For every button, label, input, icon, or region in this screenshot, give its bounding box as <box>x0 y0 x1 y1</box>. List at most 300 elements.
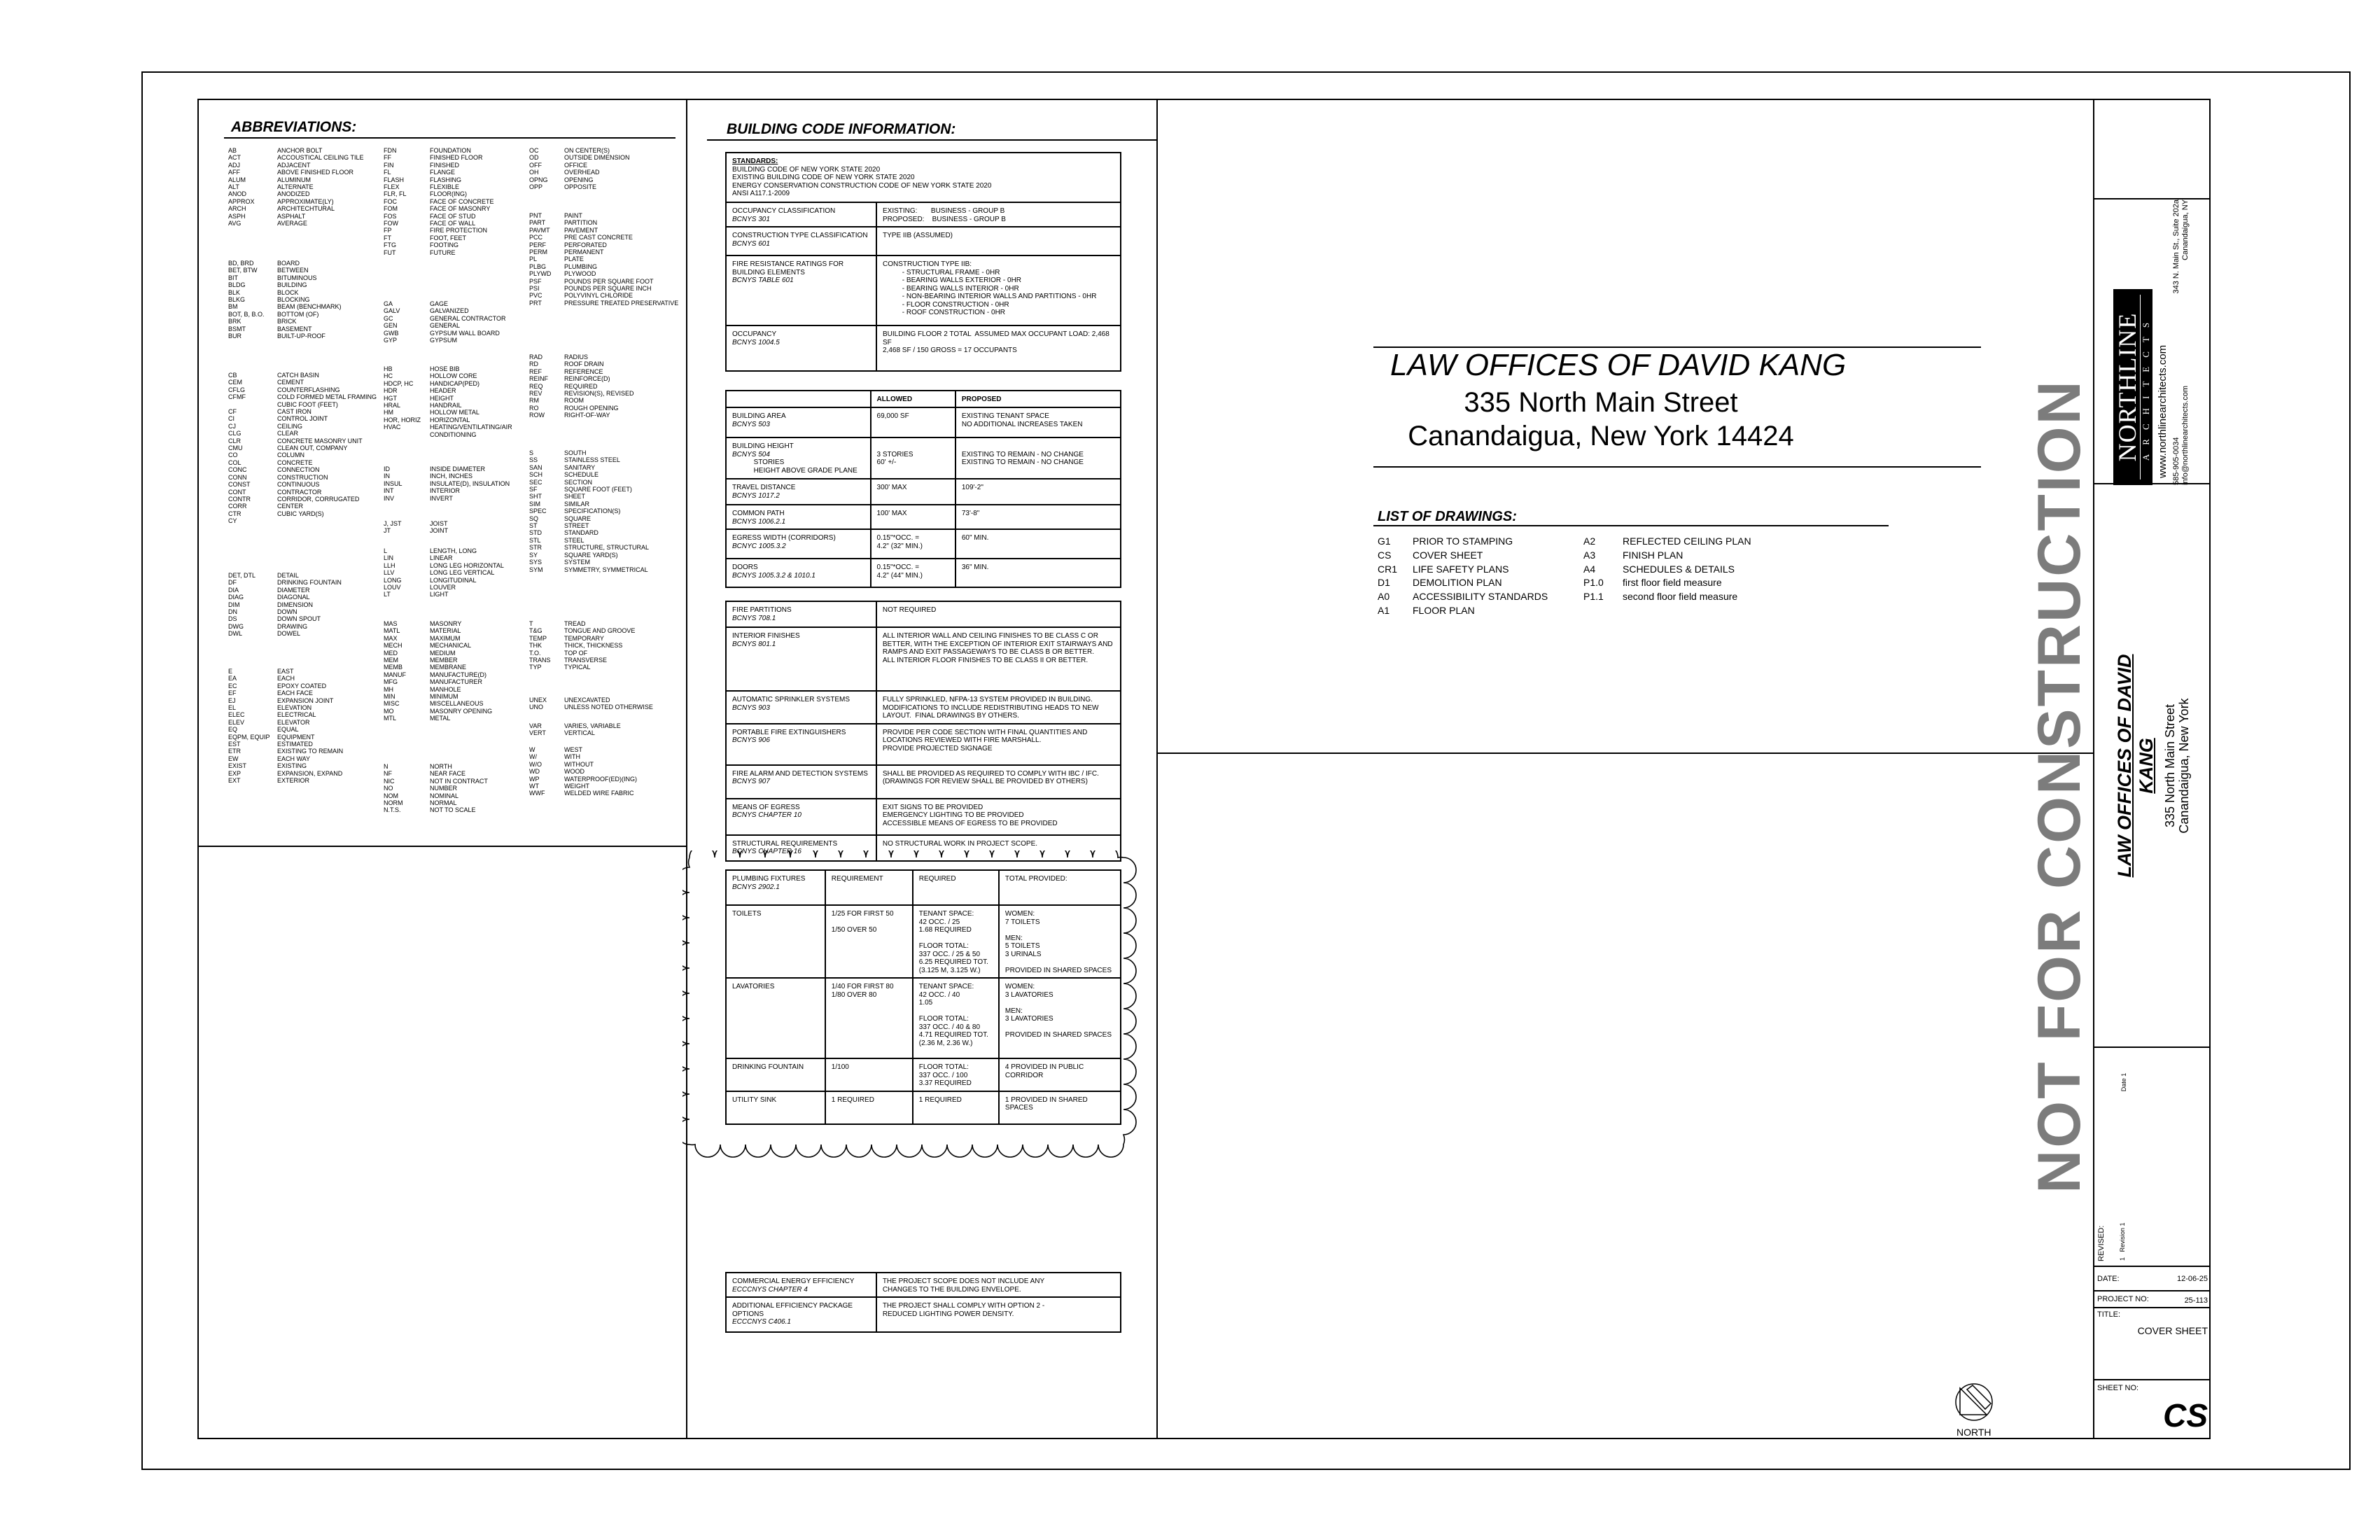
abbreviation-row <box>384 806 488 813</box>
abbreviation-definition: GALVANIZED <box>430 307 469 315</box>
code-table-cell <box>871 505 955 529</box>
cell-text: WOMEN: 7 TOILETS MEN: 5 TOILETS 3 URINALS PROVIDED IN SHARED SPACES <box>1004 910 1112 974</box>
abbreviation-definition: RIGHT-OF-WAY <box>564 412 610 419</box>
abbreviation-row <box>384 227 494 234</box>
abbreviations-heading: ABBREVIATIONS: <box>231 119 357 135</box>
abbreviation-row <box>384 162 494 169</box>
abbreviation: CORR <box>228 503 247 510</box>
abbreviation: CTR <box>228 510 241 517</box>
firm-website[interactable]: www.northlinearchitects.com <box>2157 344 2169 478</box>
abbreviation-row <box>529 368 634 375</box>
abbreviation-definition: RADIUS <box>564 354 589 360</box>
abbreviation-definition: MANUFACTURER <box>430 678 483 686</box>
cell-text: 3 STORIES 60' +/- <box>876 450 913 466</box>
abbreviation-row <box>384 577 504 584</box>
abbreviation: AFF <box>228 169 240 176</box>
abbreviation-definition: EPOXY COATED <box>277 682 327 690</box>
abbreviation-definition: SQUARE <box>564 514 592 522</box>
abbreviation-row <box>529 783 637 790</box>
abbreviation-definition: NOT IN CONTRACT <box>430 777 488 785</box>
abbreviation: OD <box>529 154 539 162</box>
abbreviation-row <box>384 763 488 770</box>
abbreviation: FOC <box>384 197 397 205</box>
abbreviation: RO <box>529 404 539 412</box>
abbreviation-row <box>384 657 492 664</box>
abbreviation: DIA <box>228 586 239 594</box>
code-table <box>725 1272 1121 1333</box>
code-reference: BCNYS CHAPTER 10 <box>732 811 802 819</box>
abbreviation-definition: ANCHOR BOLT <box>277 147 323 154</box>
date1-label: Date 1 <box>2120 1072 2127 1092</box>
abbreviation: PSF <box>529 277 542 285</box>
abbreviation: FTG <box>384 241 396 249</box>
abbreviation-definition: CUBIC YARD(S) <box>277 510 324 517</box>
abbreviation: FIN <box>384 161 394 169</box>
abbreviation-row <box>228 296 342 303</box>
abbreviation-definition: DOWEL <box>277 630 301 638</box>
abbreviation-group <box>384 147 494 256</box>
abbreviation: BM <box>228 303 238 311</box>
abbreviation-definition: CENTER <box>277 503 304 510</box>
north-label: NORTH <box>1956 1427 1991 1438</box>
abbreviation: PLYWD <box>529 270 552 278</box>
abbreviation: MAS <box>384 620 398 627</box>
abbreviation-row <box>228 675 343 682</box>
abbreviation: PAVMT <box>529 226 550 234</box>
cell-text: BUILDING AREA <box>732 412 786 420</box>
abbreviation-row <box>529 241 678 248</box>
abbreviation-row <box>529 354 634 360</box>
abbreviation: CONN <box>228 473 247 481</box>
code-table-cell <box>876 255 1121 326</box>
abbreviation: ADJ <box>228 161 241 169</box>
abbreviation-definition: CAST IRON <box>277 408 312 416</box>
abbreviation: DET, DTL <box>228 572 256 579</box>
abbreviation-group <box>384 465 510 502</box>
abbreviation-definition: FUTURE <box>430 248 456 256</box>
cell-text: 1/25 FOR FIRST 50 1/50 OVER 50 <box>831 910 894 934</box>
abbreviation-row <box>228 190 364 197</box>
code-table-row <box>726 1273 1121 1297</box>
code-table-row <box>726 407 1121 438</box>
abbreviation: GA <box>384 300 393 307</box>
code-reference: BCNYS TABLE 601 <box>732 276 794 284</box>
abbreviation-definition: HEATING/VENTILATING/AIR <box>430 424 512 431</box>
abbreviation-row <box>228 213 364 220</box>
cell-text: FIRE PARTITIONS <box>732 606 792 614</box>
abbreviation-definition: MISCELLANEOUS <box>430 700 484 708</box>
abbreviation-definition: FINISHED FLOOR <box>430 154 483 162</box>
abbreviation-definition: GAGE <box>430 300 449 307</box>
abbreviation-row <box>228 690 343 696</box>
code-reference: BCNYS 301 <box>732 215 770 223</box>
abbreviation: SY <box>529 551 538 559</box>
abbreviation-definition: CEILING <box>277 422 303 430</box>
abbreviation-row <box>384 708 492 715</box>
abbreviation-row <box>228 668 343 675</box>
code-table-cell <box>876 1297 1121 1332</box>
abbreviation-row <box>228 741 343 748</box>
cell-text: TRAVEL DISTANCE <box>732 484 796 491</box>
code-table-cell <box>726 227 876 255</box>
title-block-rule <box>2093 1266 2211 1267</box>
abbreviation: REF <box>529 368 542 375</box>
abbreviation: T.O. <box>529 649 541 657</box>
abbreviation-definition: EAST <box>277 668 294 675</box>
abbreviation-row <box>384 409 512 416</box>
abbreviation-definition: LENGTH, LONG <box>430 547 477 554</box>
abbreviation-definition: COLD FORMED METAL FRAMING <box>277 393 377 401</box>
code-table-row <box>726 765 1121 799</box>
abbreviation-row <box>228 415 377 422</box>
sheet-title: COVER SHEET <box>2137 1325 2208 1336</box>
abbreviation-definition: FACE OF WALL <box>430 220 476 227</box>
code-table-row <box>726 559 1121 587</box>
drawing-code: P1.0 <box>1583 577 1604 589</box>
abbreviation: EC <box>228 682 237 690</box>
abbreviation-definition: OVERHEAD <box>564 169 600 176</box>
abbreviation: PL <box>529 255 538 263</box>
abbreviation-row <box>529 696 653 704</box>
code-table-cell <box>871 559 955 587</box>
logo-sub: ARCHITECTS <box>2141 313 2151 461</box>
abbreviation: THK <box>529 642 542 650</box>
cell-text: INTERIOR FINISHES <box>732 632 800 640</box>
abbreviation-definition: PRESSURE TREATED PRESERVATIVE <box>564 299 679 307</box>
cell-text: LAVATORIES <box>732 983 775 990</box>
abbreviation: SPEC <box>529 507 547 515</box>
abbreviation-group <box>384 520 448 535</box>
abbreviation: BOT, B, B.O. <box>228 310 265 318</box>
abbreviation-definition: WOOD <box>564 768 584 776</box>
code-table-row <box>726 326 1121 371</box>
abbreviation-definition: TRANSVERSE <box>564 657 608 664</box>
code-table-cell <box>871 391 955 407</box>
abbreviation: MAX <box>384 634 398 642</box>
abbreviation-row <box>384 307 506 314</box>
abbreviation: BLDG <box>228 281 246 289</box>
abbreviation-definition: CONTRACTOR <box>277 488 322 496</box>
abbreviation-row <box>529 285 678 292</box>
tb-project-addr2: Canandaigua, New York <box>2177 698 2191 834</box>
abbreviation-definition: ROUGH OPENING <box>564 404 619 412</box>
abbreviation-definition: ROOF DRAIN <box>564 360 604 368</box>
abbreviation-row <box>384 234 494 241</box>
drawing-code: P1.1 <box>1583 591 1604 603</box>
cell-text: TENANT SPACE: 42 OCC. / 25 1.68 REQUIRED FLOOR TOTAL: 337 OCC. / 25 & 50 6.25 REQUIRED TOT. (3.125 M, 3.125 W.) <box>918 910 988 974</box>
code-reference: BCNYS 906 <box>732 736 770 744</box>
code-table-cell <box>726 505 871 529</box>
abbreviation-definition: BOARD <box>277 260 300 267</box>
code-table-cell <box>726 153 1121 202</box>
abbreviation-definition: LONGITUDINAL <box>430 576 477 584</box>
abbreviation-definition: POLYVINYL CHLORIDE <box>564 292 634 300</box>
abbreviation: CONTR <box>228 495 251 503</box>
abbreviation-definition: ALUMINUM <box>277 176 312 183</box>
abbreviation: BUR <box>228 332 242 340</box>
abbreviation: BIT <box>228 274 239 281</box>
code-table-cell <box>876 202 1121 227</box>
abbreviation-definition: CORRIDOR, CORRUGATED <box>277 495 360 503</box>
abbreviation-definition: CONNECTION <box>277 466 320 474</box>
abbreviation-row <box>384 799 488 806</box>
abbreviation-row <box>384 785 488 792</box>
abbreviation-group <box>228 372 377 525</box>
abbreviation: FL <box>384 169 391 176</box>
abbreviation: HRAL <box>384 402 401 410</box>
abbreviation-definition: FLANGE <box>430 169 456 176</box>
code-table-cell <box>726 438 871 479</box>
abbreviation-row <box>228 183 364 190</box>
abbreviation-row <box>529 657 635 664</box>
abbreviation-row <box>228 594 342 601</box>
title-block-rule <box>2093 1290 2211 1292</box>
abbreviation-row <box>228 755 343 762</box>
code-table-cell <box>955 438 1121 479</box>
abbreviation-definition: LONG LEG VERTICAL <box>430 569 495 577</box>
abbreviation-definition: GENERAL <box>430 322 461 330</box>
abbreviation-definition: PLUMBING <box>564 262 598 270</box>
abbreviation-row <box>384 620 492 627</box>
cell-text: ALL INTERIOR WALL AND CEILING FINISHES TO BE CLASS C OR BETTER, WITH THE EXCEPTION OF INTERIOR EXIT STAIRWAYS AND RAMPS AND EXIT PASSAGEWAYS TO BE CLASS B OR BETTER. ALL INTERIOR FLOOR FINISHES TO BE CLASS II OR BETTER. <box>882 632 1113 664</box>
abbreviation-row <box>228 503 377 510</box>
abbreviation: SAN <box>529 463 542 471</box>
code-table-cell <box>955 407 1121 438</box>
abbreviation-definition: INCH, INCHES <box>430 472 473 480</box>
abbreviation-definition: LIGHT <box>430 591 449 598</box>
abbreviation-row <box>228 379 377 386</box>
abbreviation: STR <box>529 544 542 552</box>
cell-text: STRUCTURAL REQUIREMENTS <box>732 839 838 848</box>
abbreviation: APPROX <box>228 197 255 205</box>
code-table-row <box>726 391 1121 407</box>
abbreviation: EL <box>228 704 237 712</box>
abbreviation-definition: REQUIRED <box>564 382 598 390</box>
cell-text: AUTOMATIC SPRINKLER SYSTEMS <box>732 696 850 704</box>
abbreviation-definition: FOOTING <box>430 241 458 249</box>
abbreviation-row <box>228 176 364 183</box>
abbreviation-definition: DRINKING FOUNTAIN <box>277 579 342 587</box>
abbreviation-row <box>228 438 377 444</box>
abbreviation: LLV <box>384 569 395 577</box>
abbreviation-row <box>529 375 634 382</box>
abbreviation-definition: EXISTING TO REMAIN <box>277 748 344 755</box>
abbreviation: HDCP, HC <box>384 379 414 387</box>
title-rule-bottom <box>1373 466 1981 468</box>
cell-text: 36" MIN. <box>961 564 989 571</box>
abbreviation: ELEC <box>228 711 245 719</box>
abbreviation-definition: MEMBRANE <box>430 664 467 671</box>
code-reference: BCNYS 1017.2 <box>732 491 780 500</box>
abbreviation: SIM <box>529 500 541 507</box>
abbreviation-row <box>529 635 635 642</box>
code-table-row <box>726 529 1121 559</box>
project-no-value: 25-113 <box>2184 1296 2208 1305</box>
tb-project-name-1: LAW OFFICES OF DAVID <box>2114 654 2135 878</box>
abbreviation: HC <box>384 372 393 380</box>
abbreviation-definition: GENERAL CONTRACTOR <box>430 314 506 322</box>
abbreviation-row <box>228 608 342 615</box>
cell-text: 1/100 <box>831 1063 849 1071</box>
sheet-no-label: SHEET NO: <box>2097 1384 2139 1392</box>
drawing-name: first floor field measure <box>1623 577 1722 589</box>
abbreviation: OFF <box>529 161 542 169</box>
cell-text: 73'-8" <box>961 510 980 517</box>
abbreviation-row <box>384 330 506 337</box>
drawing-code: D1 <box>1378 577 1390 589</box>
firm-email[interactable]: info@northlinearchitects.com <box>2181 385 2190 485</box>
cell-text: 1/40 FOR FIRST 80 1/80 OVER 80 <box>831 983 894 999</box>
drawings-heading: LIST OF DRAWINGS: <box>1378 509 1517 524</box>
abbreviation-definition: FINISHED <box>430 161 460 169</box>
abbreviation: E <box>228 668 233 675</box>
cell-text: EXISTING TENANT SPACE NO ADDITIONAL INCREASES TAKEN <box>961 412 1083 428</box>
code-reference: BCNYS 708.1 <box>732 614 776 622</box>
abbreviation: HM <box>384 409 393 416</box>
code-table-cell <box>726 1273 876 1297</box>
abbreviation-definition: EQUAL <box>277 726 299 734</box>
abbreviations-underline <box>224 137 676 139</box>
cell-text: 100' MAX <box>876 510 907 517</box>
abbreviation: GC <box>384 314 393 322</box>
abbreviation-row <box>228 734 343 741</box>
abbreviation-definition: LONG LEG HORIZONTAL <box>430 561 504 569</box>
abbreviation-group <box>228 668 343 785</box>
abbreviation-definition: ASPHALT <box>277 212 306 220</box>
abbreviation-group <box>529 449 649 573</box>
abbreviation-row <box>228 748 343 755</box>
abbreviation-definition: ANODIZED <box>277 190 310 198</box>
abbreviation-row <box>529 449 649 456</box>
abbreviation: L <box>384 547 388 554</box>
abbreviation-row <box>529 227 678 234</box>
revision-number: 1 <box>2119 1256 2126 1261</box>
title-block-rule <box>2093 1307 2211 1308</box>
abbreviation: CI <box>228 415 234 423</box>
abbreviation-definition: CEMENT <box>277 379 304 386</box>
drawing-code: A0 <box>1378 591 1390 603</box>
abbreviation: EST <box>228 741 241 748</box>
abbreviation: REQ <box>529 382 543 390</box>
abbreviation: CLR <box>228 437 241 444</box>
abbreviation: PSI <box>529 285 540 293</box>
cell-text: 4 PROVIDED IN PUBLIC CORRIDOR <box>1004 1063 1086 1079</box>
abbreviation: CF <box>228 408 237 416</box>
title-block-rule <box>2093 1046 2211 1048</box>
abbreviation-definition: SYSTEM <box>564 559 591 566</box>
abbreviation-row <box>228 386 377 393</box>
abbreviation-definition: MASONRY <box>430 620 462 627</box>
abbreviation: MANUF <box>384 671 406 678</box>
cell-text: FLOOR TOTAL: 337 OCC. / 100 3.37 REQUIRED <box>918 1063 972 1087</box>
abbreviation <box>228 401 277 408</box>
abbreviation-row <box>228 430 377 437</box>
abbreviation: PART <box>529 219 546 227</box>
abbreviation-group <box>384 300 506 344</box>
logo-name: NORTHLINE <box>2115 295 2141 479</box>
abbreviation-row <box>529 529 649 536</box>
abbreviation-row <box>384 778 488 785</box>
abbreviation-definition: CONCRETE MASONRY UNIT <box>277 437 363 444</box>
abbreviation-row <box>384 715 492 722</box>
cell-text: NO STRUCTURAL WORK IN PROJECT SCOPE. <box>882 839 1038 848</box>
abbreviation-row <box>384 480 510 487</box>
abbreviation-definition: FOUNDATION <box>430 147 471 154</box>
code-table-cell <box>726 691 876 724</box>
drawing-name: FLOOR PLAN <box>1413 605 1475 616</box>
cell-header: PROPOSED <box>961 396 1002 403</box>
abbreviation-row <box>228 481 377 488</box>
abbreviation: SYS <box>529 559 542 566</box>
code-reference: BCNYS 601 <box>732 239 770 248</box>
abbreviation-row <box>384 792 488 799</box>
abbreviation-row <box>228 169 364 176</box>
abbreviation-definition: WEIGHT <box>564 783 589 790</box>
abbreviation-group <box>529 696 653 711</box>
abbreviation: EJ <box>228 696 236 704</box>
abbreviation: CFLG <box>228 386 246 393</box>
code-table-cell <box>871 479 955 505</box>
abbreviation-group <box>529 212 678 307</box>
abbreviation-definition: CONTINUOUS <box>277 481 320 489</box>
cell-text: NOT REQUIRED <box>882 606 937 614</box>
abbreviation: CONST <box>228 481 251 489</box>
abbreviation-definition: INSULATE(D), INSULATION <box>430 479 510 487</box>
abbreviation-row <box>228 401 377 408</box>
abbreviation-definition: WITH <box>564 753 580 761</box>
abbreviation-row <box>529 761 637 768</box>
abbreviation: MEMB <box>384 664 402 671</box>
abbreviation: T&G <box>529 627 542 635</box>
code-table-row <box>726 255 1121 326</box>
cell-text: STORIES HEIGHT ABOVE GRADE PLANE <box>753 458 858 475</box>
abbreviation: FOS <box>384 212 397 220</box>
code-table-cell <box>955 479 1121 505</box>
abbreviation: MIN <box>384 693 396 701</box>
abbreviation-definition: FACE OF STUD <box>430 212 476 220</box>
abbreviation-row <box>384 395 512 402</box>
abbreviation: VAR <box>529 722 542 729</box>
abbreviation: CY <box>228 517 237 525</box>
abbreviation-definition: CUBIC FOOT (FEET) <box>277 400 338 408</box>
abbreviation-definition: VARIES, VARIABLE <box>564 722 621 729</box>
abbreviation-definition: REINFORCE(D) <box>564 375 610 383</box>
cell-text: PLUMBING FIXTURES <box>732 875 806 883</box>
abbreviation-definition: GYPSUM <box>430 337 458 344</box>
abbreviation-definition: INTERIOR <box>430 487 461 495</box>
abbreviation-row <box>529 405 634 412</box>
code-table-cell <box>871 438 955 479</box>
abbreviation: LT <box>384 591 391 598</box>
abbreviation: EXP <box>228 769 241 777</box>
abbreviation-row <box>384 365 512 372</box>
abbreviation-row <box>384 337 506 344</box>
abbreviation-definition: SIMILAR <box>564 500 590 507</box>
abbreviation-definition: STREET <box>564 522 589 530</box>
abbreviation-row <box>529 278 678 285</box>
abbreviation-definition: JOINT <box>430 527 448 535</box>
abbreviation-definition: NUMBER <box>430 785 458 792</box>
abbreviation: MFG <box>384 678 398 686</box>
firm-address1: 343 N. Main St., Suite 202a <box>2172 200 2180 294</box>
code-table-cell <box>726 326 876 371</box>
abbreviation-definition: EXISTING <box>277 762 307 770</box>
abbreviation: ELEV <box>228 718 245 726</box>
abbreviation: GYP <box>384 337 398 344</box>
abbreviation-definition: BITUMINOUS <box>277 274 317 281</box>
abbreviation-group <box>228 572 342 638</box>
abbreviation-row <box>228 719 343 726</box>
